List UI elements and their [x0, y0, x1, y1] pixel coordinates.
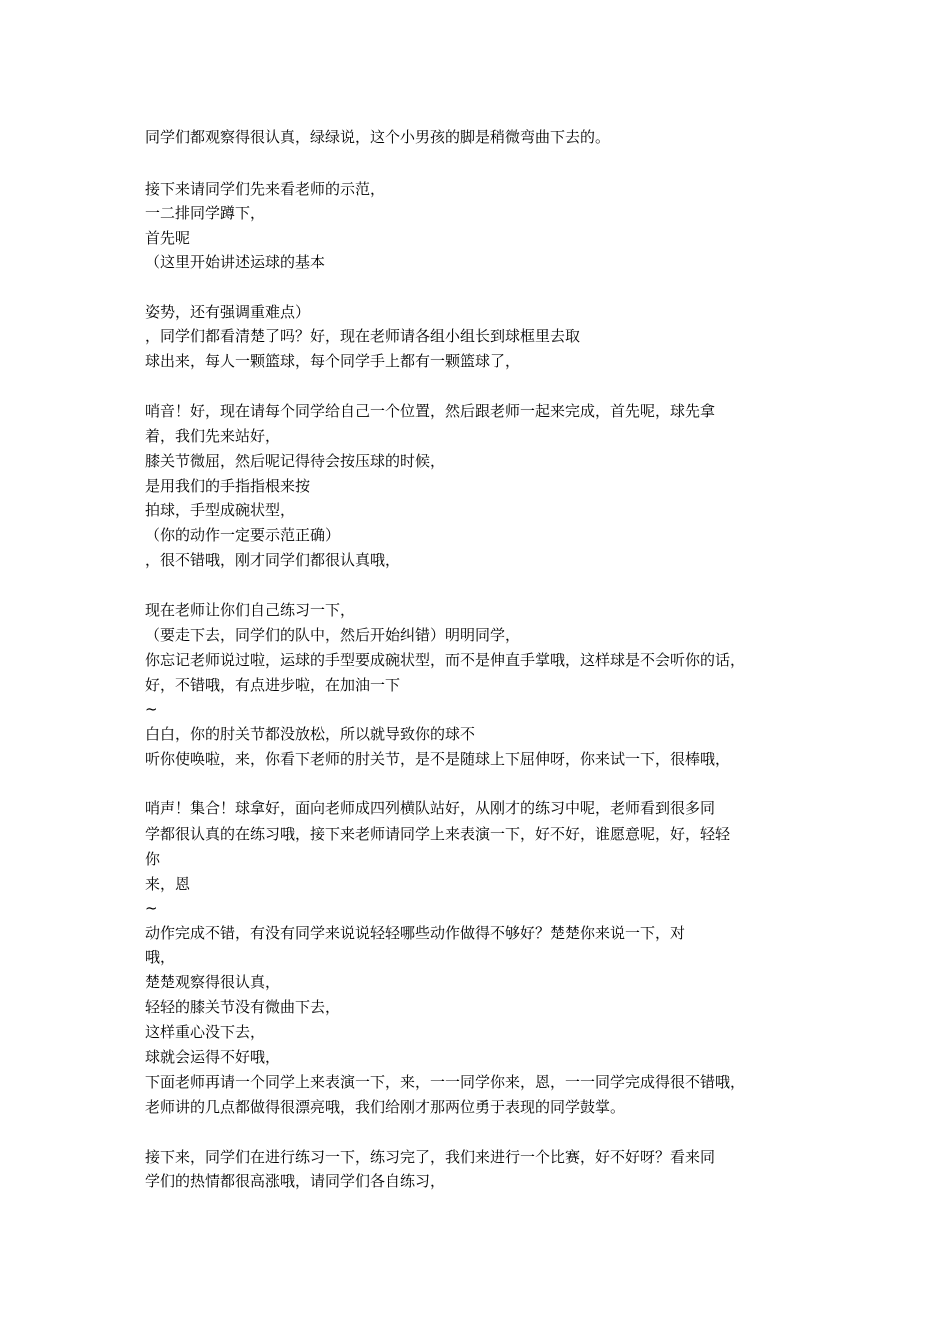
text-line: ~ [145, 899, 158, 917]
text-line: 下面老师再请一个同学上来表演一下，来，一一同学你来，恩，一一同学完成得很不错哦， [145, 1073, 746, 1091]
text-line: 哨声！集合！球拿好，面向老师成四列横队站好，从刚才的练习中呢，老师看到很多同 [145, 799, 716, 817]
text-line: 接下来，同学们在进行练习一下，练习完了，我们来进行一个比赛，好不好呀？看来同 [145, 1148, 716, 1166]
text-line: 白白，你的肘关节都没放松，所以就导致你的球不 [145, 725, 476, 743]
text-line: 学们的热情都很高涨哦，请同学们各自练习， [145, 1172, 446, 1190]
text-line: 学都很认真的在练习哦，接下来老师请同学上来表演一下，好不好，谁愿意呢，好，轻轻 [145, 825, 731, 843]
text-line: 楚楚观察得很认真， [145, 973, 281, 991]
text-line: 现在老师让你们自己练习一下， [145, 601, 356, 619]
text-line: 同学们都观察得很认真，绿绿说，这个小男孩的脚是稍微弯曲下去的。 [145, 128, 611, 146]
text-line: 这样重心没下去， [145, 1023, 266, 1041]
text-line: ~ [145, 700, 158, 718]
text-line: 老师讲的几点都做得很漂亮哦，我们给刚才那两位勇于表现的同学鼓掌。 [145, 1098, 626, 1116]
text-line: 首先呢 [145, 229, 191, 247]
text-line: （你的动作一定要示范正确） [145, 526, 341, 544]
text-line: 听你使唤啦，来，你看下老师的肘关节，是不是随球上下屈伸呀，你来试一下，很棒哦， [145, 750, 731, 768]
text-line: ，很不错哦，刚才同学们都很认真哦， [145, 551, 401, 569]
text-line: 好，不错哦，有点进步啦，在加油一下 [145, 676, 401, 694]
text-line: 哦， [145, 948, 176, 966]
text-line: 一二排同学蹲下， [145, 204, 266, 222]
text-line: 球出来，每人一颗篮球，每个同学手上都有一颗篮球了， [145, 352, 521, 370]
text-line: （要走下去，同学们的队中，然后开始纠错）明明同学， [145, 626, 521, 644]
text-line: ，同学们都看清楚了吗？好，现在老师请各组小组长到球框里去取 [145, 327, 581, 345]
text-line: 哨音！好，现在请每个同学给自己一个位置，然后跟老师一起来完成，首先呢，球先拿 [145, 402, 716, 420]
text-line: 来，恩 [145, 875, 191, 893]
text-line: 着，我们先来站好， [145, 427, 281, 445]
text-line: 膝关节微屈，然后呢记得待会按压球的时候， [145, 452, 446, 470]
text-line: 是用我们的手指指根来按 [145, 477, 311, 495]
text-line: （这里开始讲述运球的基本 [145, 253, 326, 271]
text-line: 拍球，手型成碗状型， [145, 501, 296, 519]
text-line: 姿势，还有强调重难点） [145, 303, 311, 321]
text-line: 你 [145, 850, 161, 868]
text-line: 你忘记老师说过啦，运球的手型要成碗状型，而不是伸直手掌哦，这样球是不会听你的话， [145, 651, 746, 669]
text-line: 轻轻的膝关节没有微曲下去， [145, 998, 341, 1016]
text-line: 动作完成不错，有没有同学来说说轻轻哪些动作做得不够好？楚楚你来说一下，对 [145, 924, 686, 942]
text-line: 球就会运得不好哦， [145, 1048, 281, 1066]
text-line: 接下来请同学们先来看老师的示范， [145, 180, 386, 198]
